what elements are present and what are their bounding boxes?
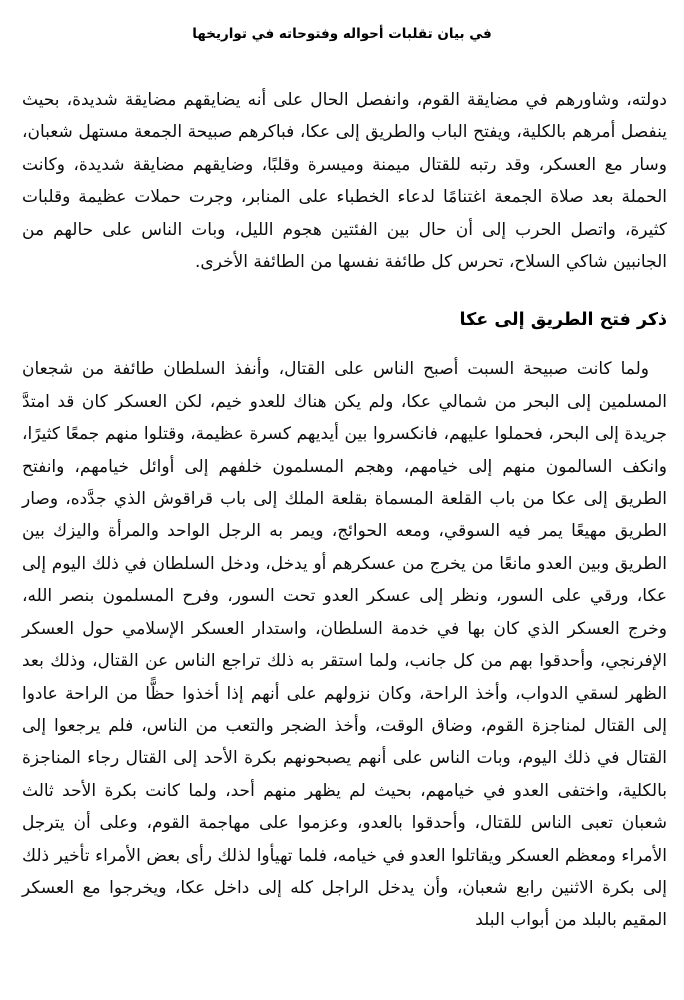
running-header: في بيان تقلبات أحواله وفتوحاته في تواريخها	[192, 26, 492, 42]
paragraph-body: ولما كانت صبيحة السبت أصبح الناس على القتال، وأنفذ السلطان طائفة من شجعان المسلمين إلى البحر من شمالي عكا، ولم يكن هناك للعدو خيم، لكن العسكر كان قد امتدَّ جريدة إلى البحر، فحملوا عليهم، فانكسروا بين أيديهم كسرة عظيمة، وقتلوا منهم جمعًا كثيرًا، وانكف السالمون منهم إلى خيامهم، وهجم المسلمون خلفهم إلى أوائل خيامهم، وانفتح الطريق إلى عكا من باب القلعة المسماة بقلعة الملك إلى باب قراقوش الذي جدَّده، وصار الطريق مهيعًا يمر فيه السوقي، ومعه الحوائج، ويمر به الرجل الواحد والمرأة واليزك بين الطريق وبين العدو مانعًا من يخرج من عسكرهم أو يدخل، ودخل السلطان في ذلك اليوم إلى عكا، ورقي على السور، ونظر إلى عسكر العدو تحت السور، وفرح المسلمون بنصر الله، وخرج العسكر الذي كان بها في خدمة السلطان، واستدار العسكر الإسلامي حول العسكر الإفرنجي، وأحدقوا بهم من كل جانب، ولما استقر به ذلك تراجع الناس عن القتال، وذلك بعد الظهر لسقي الدواب، وأخذ الراحة، وكان نزولهم على أنهم إذا أخذوا حظًّا من الراحة عادوا إلى القتال لمناجزة القوم، وضاق الوقت، وأخذ الضجر والتعب من الناس، فلم يرجعوا إلى القتال في ذلك اليوم، وبات الناس على أنهم يصبحونهم بكرة الأحد إلى القتال رجاء المناجزة بالكلية، واختفى العدو في خيامهم، بحيث لم يظهر منهم أحد، ولما كانت بكرة الأحد ثالث شعبان تعبى الناس للقتال، وأحدقوا بالعدو، وعزموا على مهاجمة القوم، وعلى أن يترجل الأمراء ومعظم العسكر ويقاتلوا العدو في خيامه، فلما تهيأوا لذلك رأى بعض الأمراء تأخير ذلك إلى بكرة الاثنين رابع شعبان، وأن يدخل الراجل كله إلى داخل عكا، ويخرجوا مع العسكر المقيم بالبلد من أبواب البلد	[22, 359, 667, 931]
paragraph-continuation: دولته، وشاورهم في مضايقة القوم، وانفصل الحال على أنه يضايقهم مضايقة شديدة، بحيث ينفصل أمرهم بالكلية، ويفتح الباب والطريق إلى عكا، فباكرهم صبيحة الجمعة مستهل شعبان، وسار مع العسكر، وقد رتبه للقتال ميمنة وميسرة وقلبًا، وضايقهم مضايقة شديدة، وكانت الحملة بعد صلاة الجمعة اغتنامًا لدعاء الخطباء على المنابر، وجرت حملات عظيمة وقلبات كثيرة، واتصل الحرب إلى أن حال بين الفئتين هجوم الليل، وبات الناس على حالهم من الجانبين شاكي السلاح، تحرس كل طائفة نفسها من الطائفة الأخرى.	[22, 90, 667, 273]
page-content	[0, 84, 684, 937]
section-heading: ذكر فتح الطريق إلى عكا	[459, 310, 667, 331]
